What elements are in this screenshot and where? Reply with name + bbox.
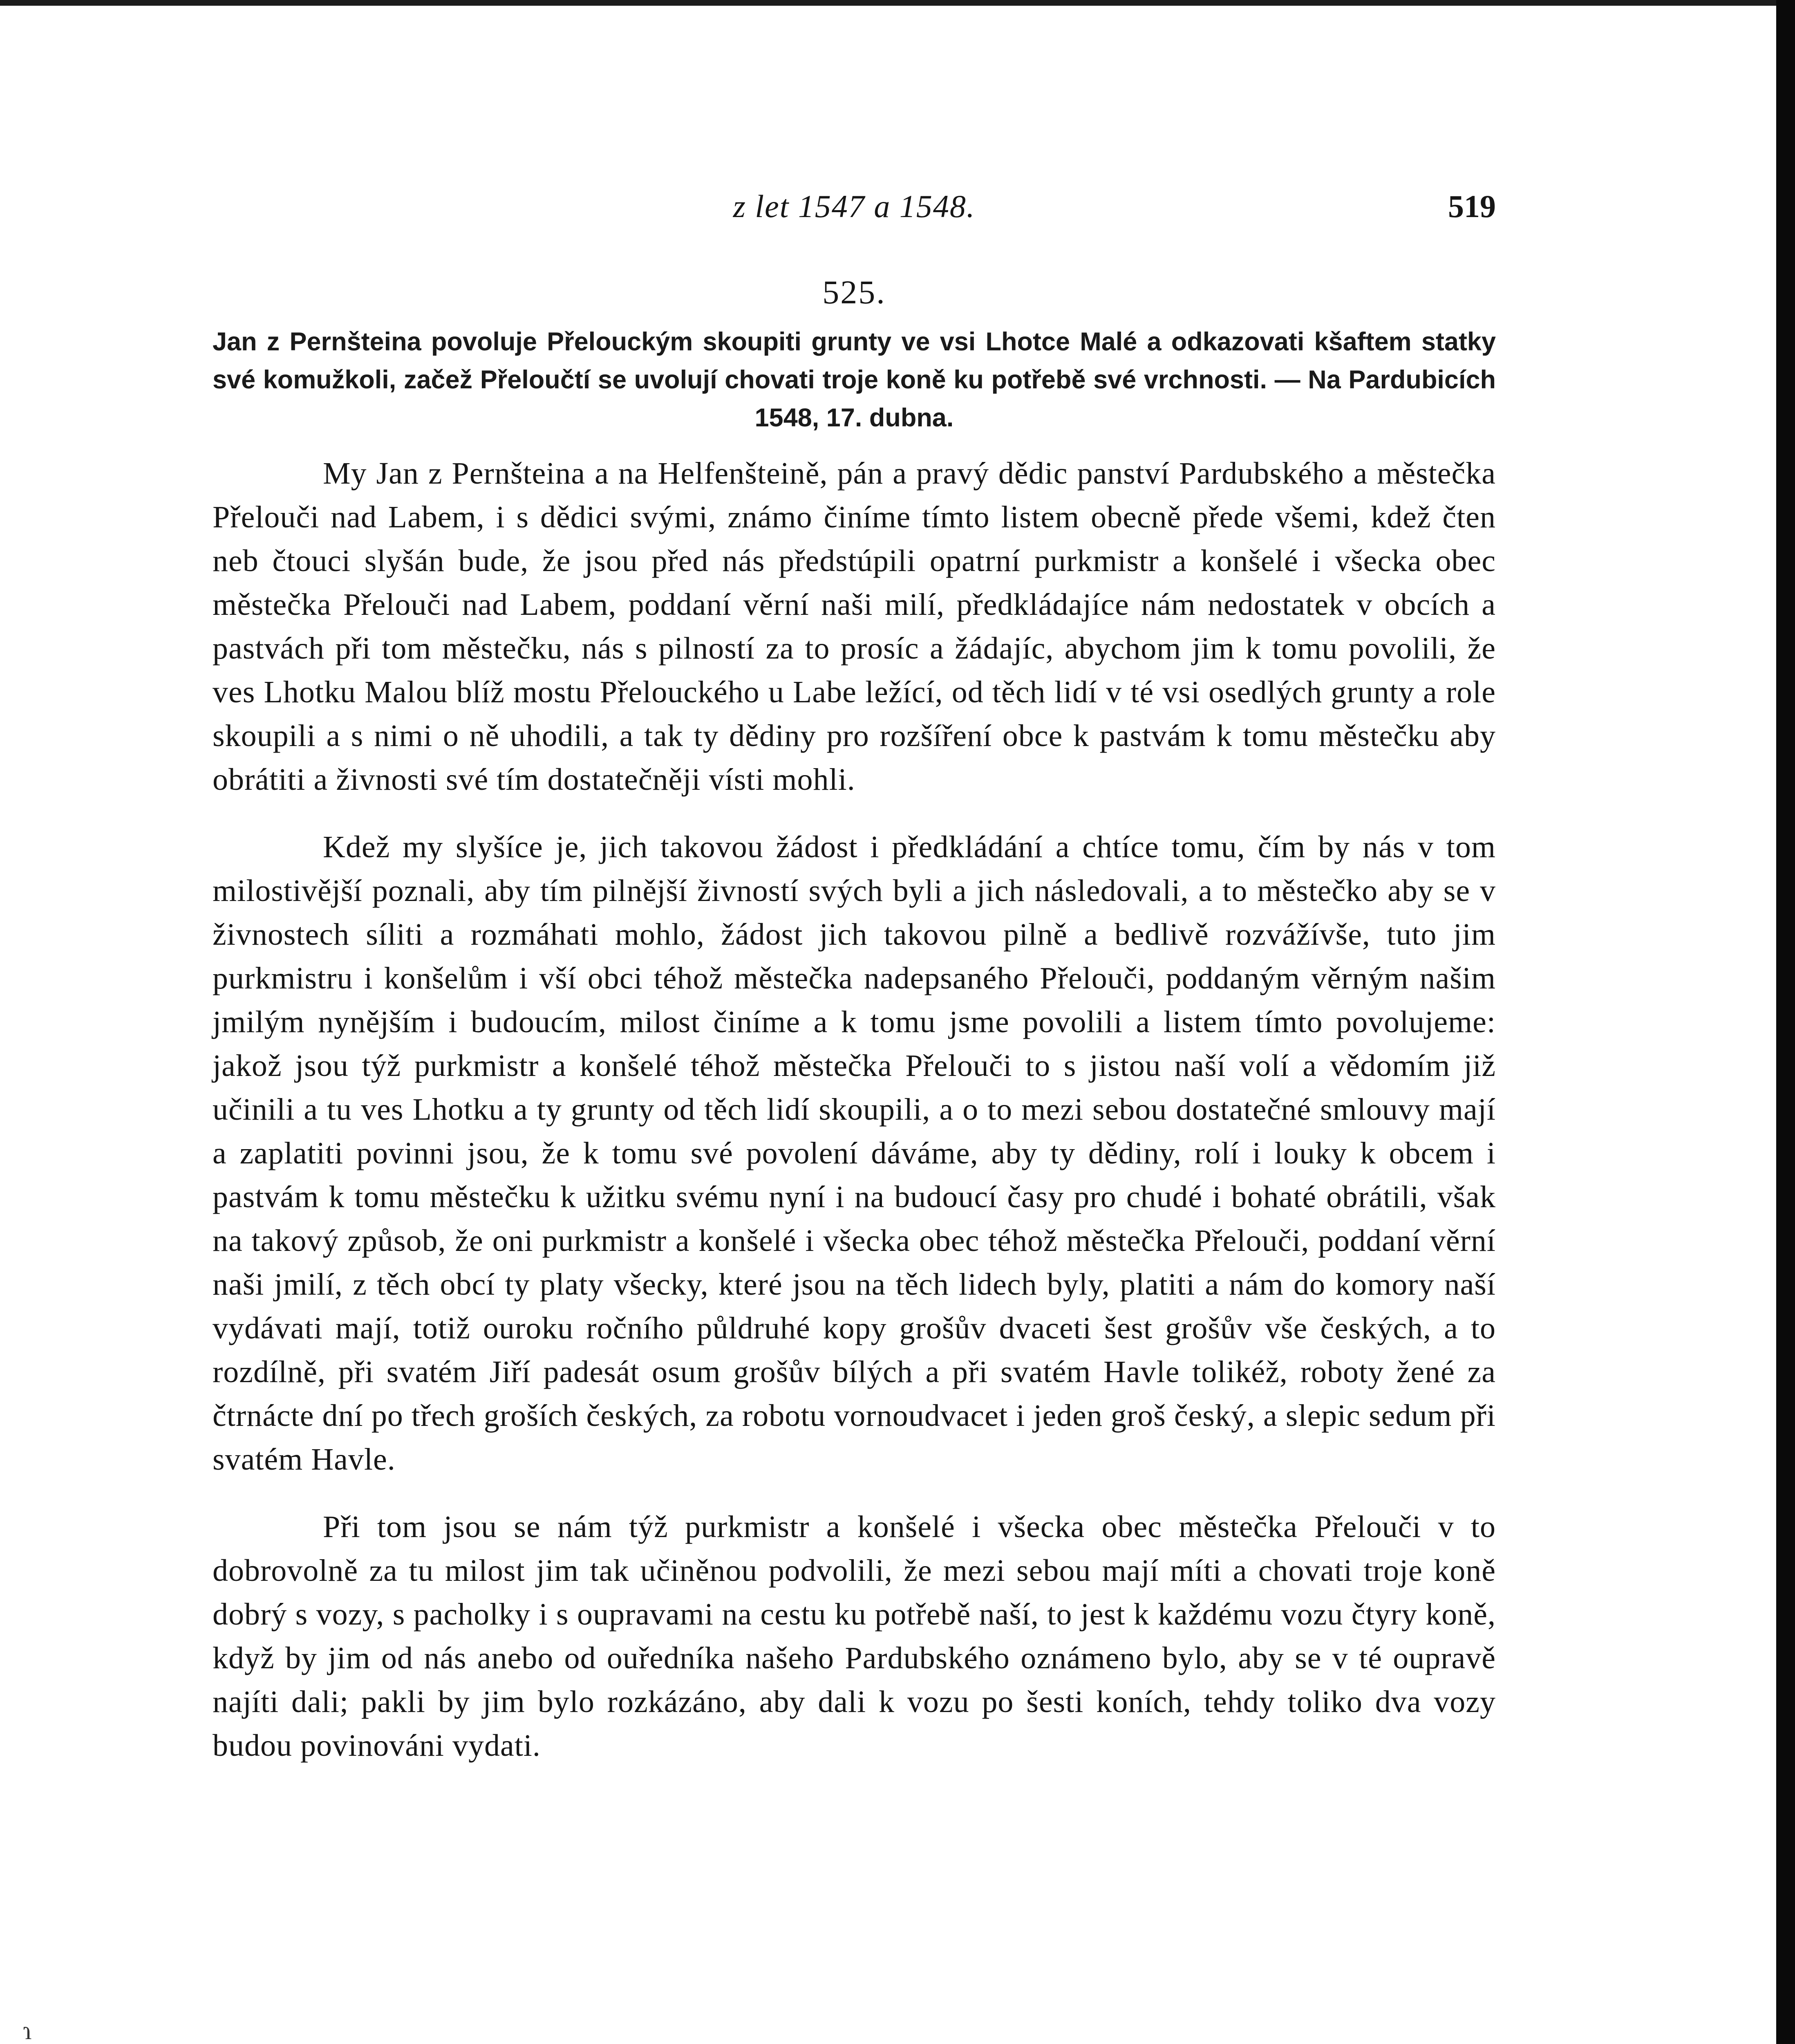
paragraph-3: Při tom jsou se nám týž purkmistr a konšelé i všecka obec městečka Přelouči v to dobrovolně za tu milost jim tak učiněnou podvolili, že mezi sebou mají míti a chovati troje koně dobrý s vozy, s pacholky i s oupravami na cestu ku potřebě naší, to jest k každému vozu čtyry koně, když by jim od nás anebo od ouředníka našeho Pardubského oznámeno bylo, aby se v té oupravě najíti dali; pakli by jim bylo rozkázáno, aby dali k vozu po šesti koních, tehdy toliko dva vozy budou povinováni vydati.: [213, 1510, 1496, 1763]
running-title: z let 1547 a 1548.: [733, 188, 976, 224]
scan-right-edge: [1776, 0, 1795, 2044]
running-head: [213, 188, 1496, 237]
document-body: [213, 452, 1496, 1791]
document-number: 525.: [822, 273, 886, 311]
page-number: 519: [1448, 188, 1496, 224]
document-regest: Jan z Pernšteina povoluje Přelouckým skoupiti grunty ve vsi Lhotce Malé a odkazovati kšaftem statky své komužkoli, začež Přeloučtí se uvolují chovati troje koně ku potřebě své vrchnosti. — Na Pardubicích 1548, 17. dubna.: [213, 327, 1496, 432]
margin-mark: ɿ: [23, 2016, 32, 2044]
scan-top-edge: [0, 0, 1795, 6]
paragraph-2: Kdež my slyšíce je, jich takovou žádost i předkládání a chtíce tomu, čím by nás v tom milostivější poznali, aby tím pilnější živností svých byli a jich následovali, a to městečko aby se v živnostech síliti a rozmáhati mohlo, žádost jich takovou pilně a bedlivě rozvážívše, tuto jim purkmistru i konšelům i vší obci téhož městečka nadepsaného Přelouči, poddaným věrným našim jmilým nynějším i budoucím, milost činíme a k tomu jsme povolili a listem tímto povolujeme: jakož jsou týž purkmistr a konšelé téhož městečka Přelouči to s jistou naší volí a vědomím již učinili a tu ves Lhotku a ty grunty od těch lidí skoupili, a o to mezi sebou dostatečné smlouvy mají a zaplatiti povinni jsou, že k tomu své povolení dáváme, aby ty dědiny, rolí i louky k obcem i pastvám k tomu městečku k užitku svému nyní i na budoucí časy pro chudé i bohaté obrátili, však na takový způsob, že oni purkmistr a konšelé i všecka obec téhož městečka Přelouči, poddaní věrní naši jmilí, z těch obcí ty platy všecky, které jsou na těch lidech byly, platiti a nám do komory naší vydávati mají, totiž ouroku ročního půldruhé kopy grošův dvaceti šest grošův vše českých, a to rozdílně, při svatém Jiří padesát osum grošův bílých a při svatém Havle tolikéž, roboty žené za čtrnácte dní po třech groších českých, za robotu vornoudvacet i jeden groš český, a slepic sedum při svatém Havle.: [213, 830, 1496, 1477]
paragraph-1: My Jan z Pernšteina a na Helfenšteině, pán a pravý dědic panství Pardubského a městečka Přelouči nad Labem, i s dědici svými, známo činíme tímto listem obecně přede všemi, kdež čten neb čtouci slyšán bude, že jsou před nás předstúpili opatrní purkmistr a konšelé i všecka obec městečka Přelouči nad Labem, poddaní věrní naši milí, předkládajíce nám nedostatek v obcích a pastvách při tom městečku, nás s pilností za to prosíc a žádajíc, abychom jim k tomu povolili, že ves Lhotku Malou blíž mostu Přelouckého u Labe ležící, od těch lidí v té vsi osedlých grunty a role skoupili a s nimi o ně uhodili, a tak ty dědiny pro rozšíření obce k pastvám k tomu městečku aby obrátiti a živnosti své tím dostatečněji vísti mohli.: [213, 456, 1496, 797]
